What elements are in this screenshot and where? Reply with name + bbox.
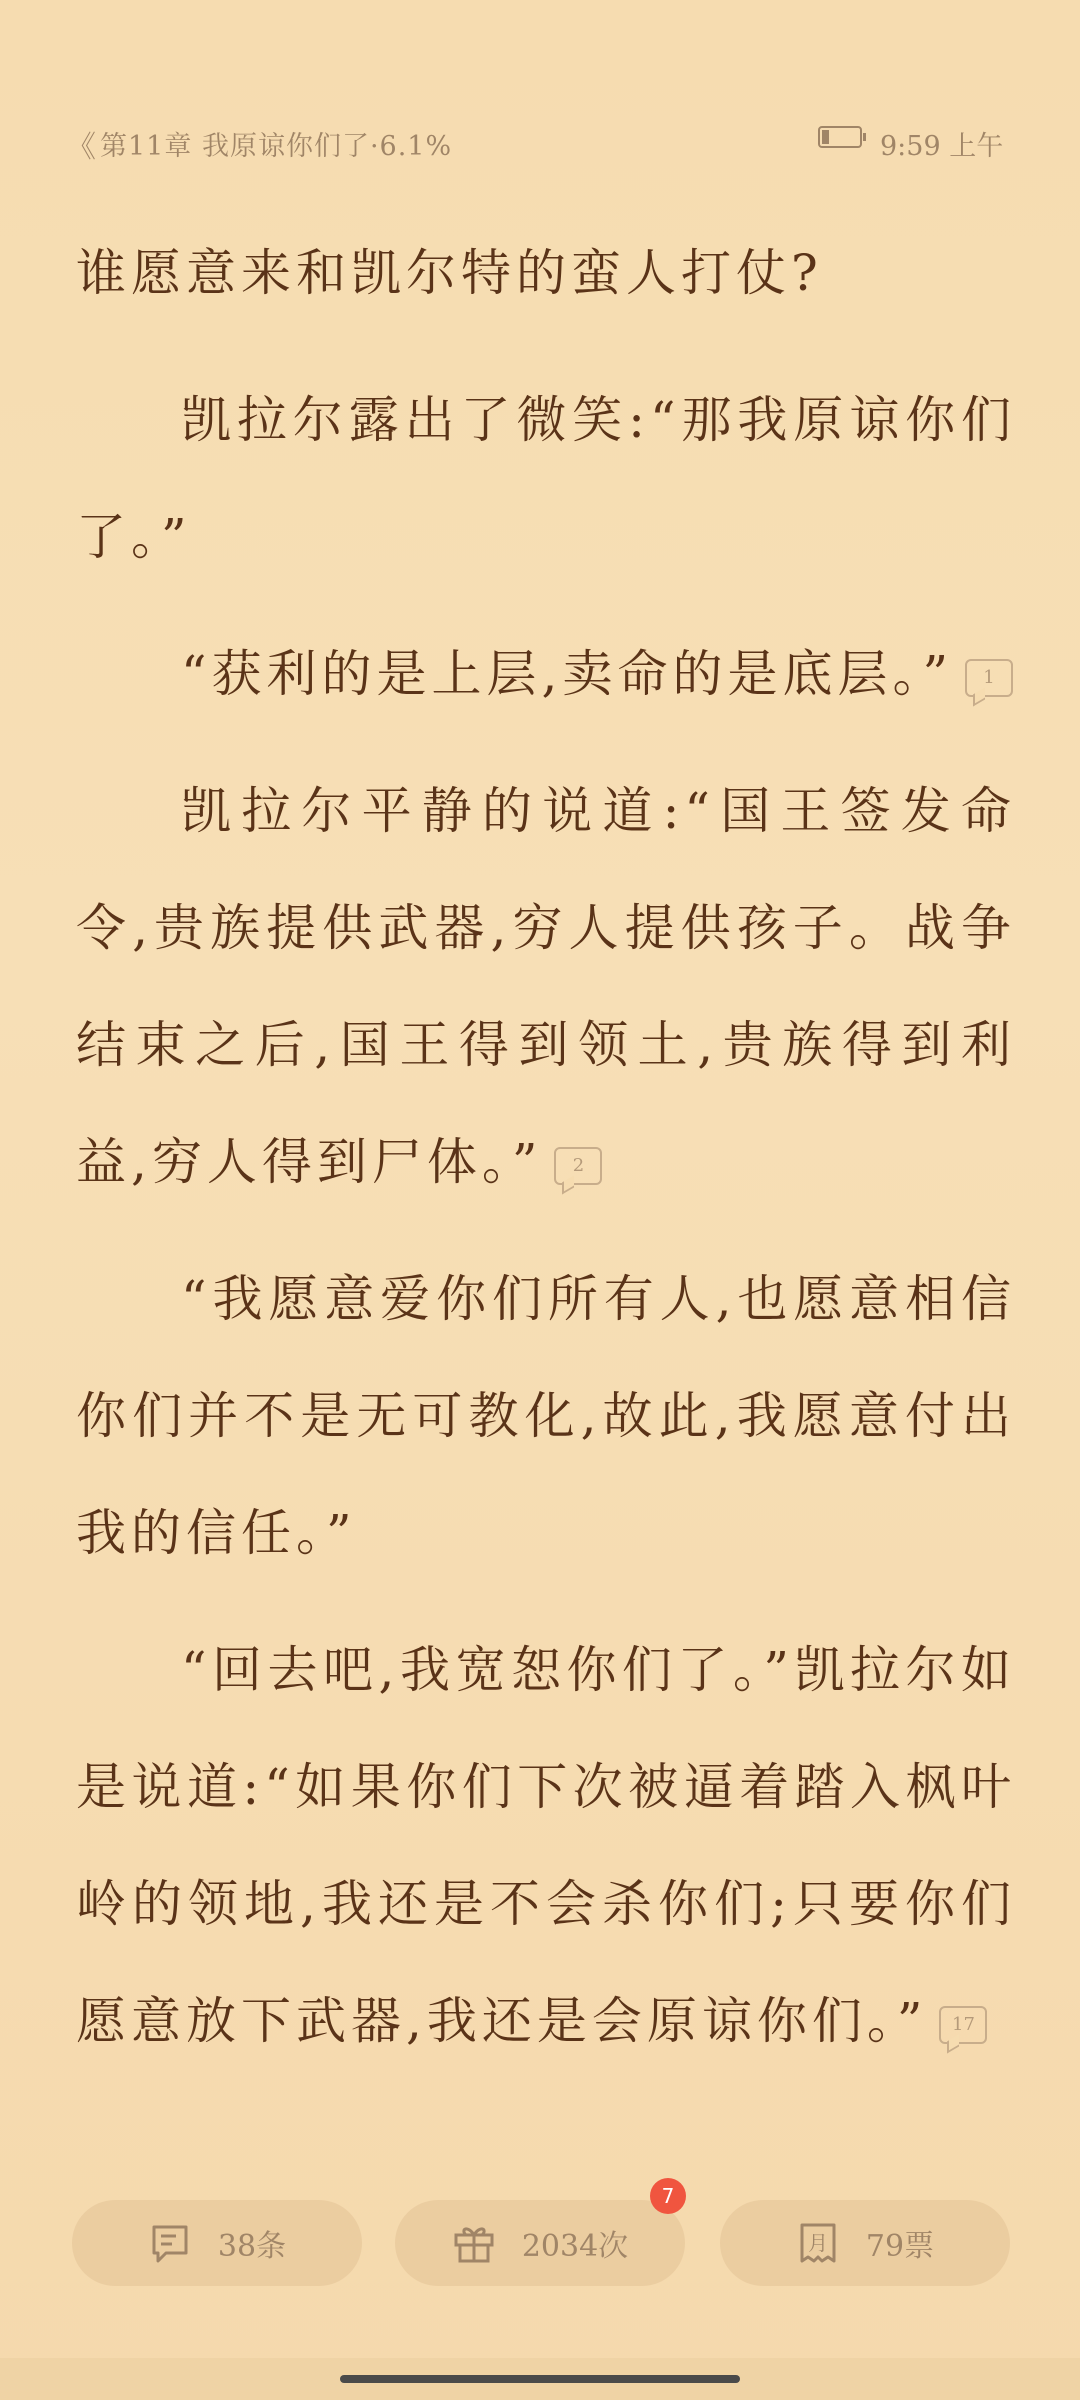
back-icon[interactable]: 《: [66, 130, 96, 165]
bottom-action-bar: [0, 2184, 1080, 2290]
paragraph-comment-icon[interactable]: 1: [965, 659, 1013, 697]
paragraph: [76, 616, 1016, 733]
gifts-button[interactable]: [395, 2200, 685, 2286]
monthly-tickets-button[interactable]: [720, 2200, 1010, 2286]
gifts-count: 2034次: [521, 2229, 629, 2264]
paragraph: [76, 362, 1016, 596]
gift-badge: 7: [650, 2178, 686, 2214]
comments-count: 38条: [217, 2229, 287, 2264]
paragraph-text: 谁愿意来和凯尔特的蛮人打仗?: [76, 244, 823, 302]
paragraph-text: 凯拉尔平静的说道:“国王签发命令,贵族提供武器,穷人提供孩子。战争结束之后,国王得到领土,贵族得到利益,穷人得到尸体。”: [76, 782, 1016, 1191]
battery-fill: [822, 130, 829, 144]
comments-button[interactable]: [72, 2200, 362, 2286]
gift-icon: [452, 2221, 496, 2265]
paragraph-text: 凯拉尔露出了微笑:“那我原谅你们了。”: [76, 391, 1016, 566]
chapter-content: [76, 215, 1016, 2100]
ticket-icon: [796, 2221, 840, 2265]
clock-time: 9:59 上午: [880, 131, 1004, 162]
chapter-title[interactable]: 第11章 我原谅你们了·6.1%: [100, 131, 453, 162]
paragraph: [76, 753, 1016, 1221]
paragraph-comment-icon[interactable]: 2: [554, 1147, 602, 1185]
paragraph-text: “获利的是上层,卖命的是底层。”: [181, 645, 954, 703]
paragraph-text: “我愿意爱你们所有人,也愿意相信你们并不是无可教化,故此,我愿意付出我的信任。”: [76, 1270, 1016, 1562]
home-indicator[interactable]: [340, 2375, 740, 2383]
paragraph: [76, 1612, 1016, 2080]
svg-text:月: 月: [807, 2231, 828, 2255]
paragraph: [76, 1241, 1016, 1592]
paragraph-text: “回去吧,我宽恕你们了。”凯拉尔如是说道:“如果你们下次被逼着踏入枫叶岭的领地,我还是不会杀你们;只要你们愿意放下武器,我还是会原谅你们。”: [76, 1641, 1016, 2050]
tickets-count: 79票: [865, 2229, 935, 2264]
battery-icon: [818, 126, 862, 148]
paragraph: [76, 215, 1016, 332]
paragraph-comment-icon[interactable]: 17: [939, 2006, 987, 2044]
comment-icon: [148, 2221, 192, 2265]
reader-status-bar: [0, 110, 1080, 170]
